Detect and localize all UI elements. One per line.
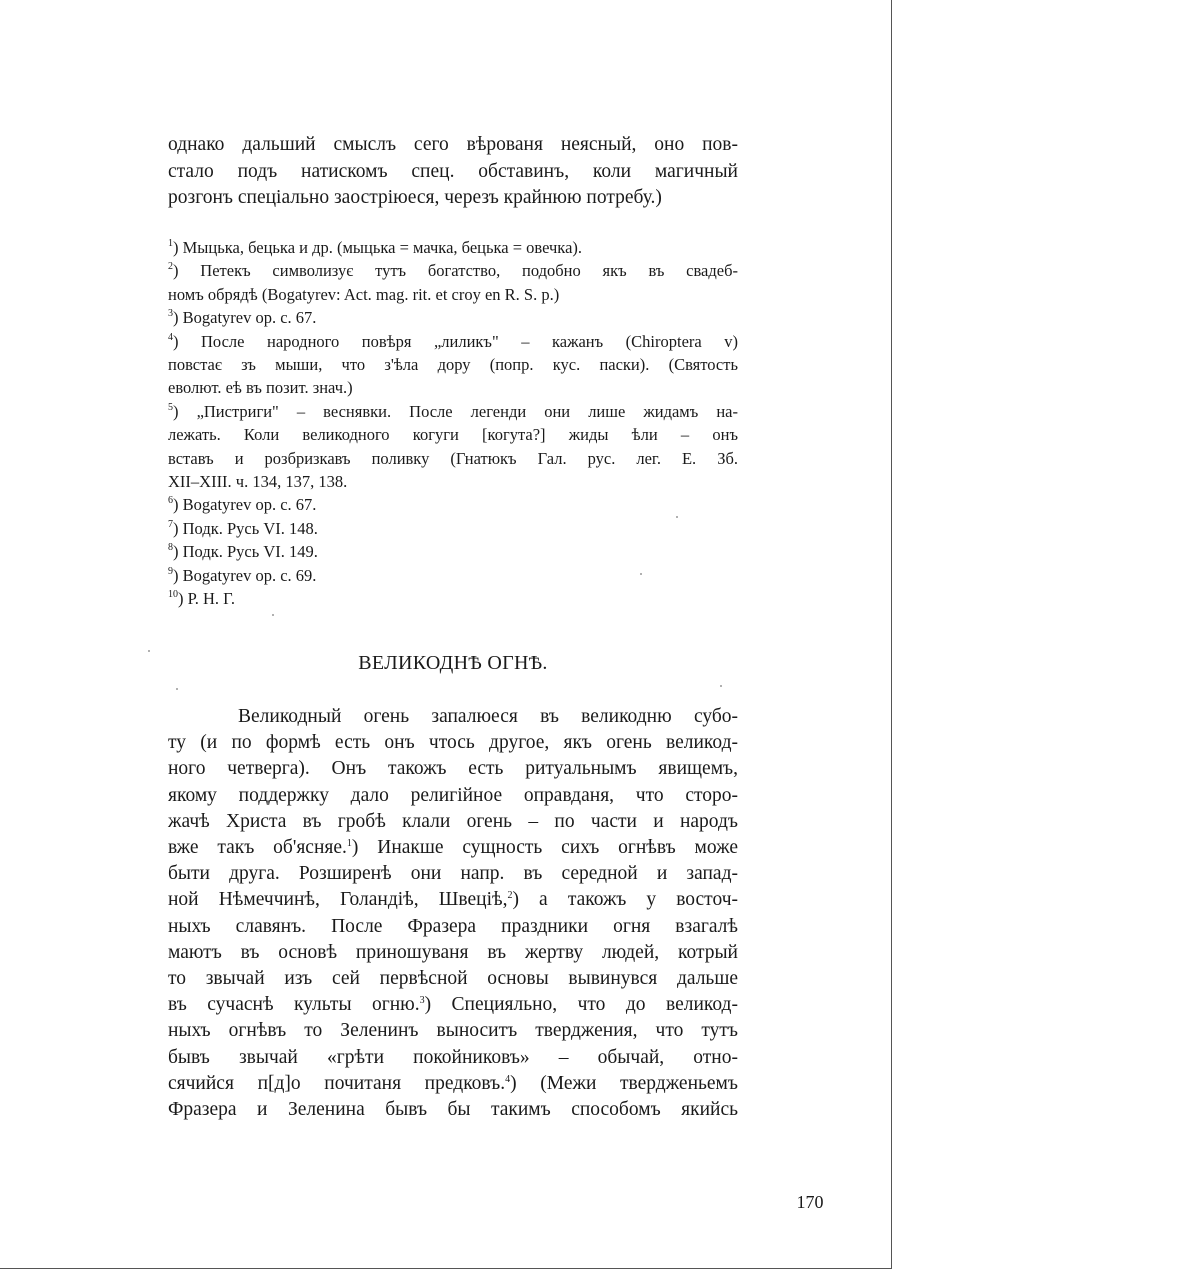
footnote-reference: 3 — [419, 995, 425, 1007]
body-text: ныхъ огнѣвъ то Зеленинъ выноситъ тверджения, что тутъ — [168, 1020, 738, 1042]
body-line — [168, 835, 738, 861]
footnote-marker: 1 — [168, 238, 173, 249]
body-text: сячийся п[д]о почитаня предковъ. — [168, 1072, 506, 1094]
footnote-line: $^5$) „Пистриги" – веснявки. После легенди они лише жидамъ на- — [168, 401, 738, 421]
body-line — [168, 861, 738, 887]
footnote-marker: 2 — [168, 261, 173, 273]
footnote-text: Петекъ символизує тутъ богатство, подобно якъ въ свадеб- — [200, 261, 738, 281]
footnote-3 — [168, 306, 738, 329]
footnote-line: $^7$) Подк. Русь VI. 148. — [168, 518, 318, 538]
footnote-6 — [168, 493, 738, 516]
footnote-line: $^4$) После народного повѣря „лиликъ" – кажанъ (Chiroptera v) — [168, 331, 738, 351]
footnote-text: еволют. еѣ въ позит. знач.) — [168, 378, 353, 398]
intro-line: розгонъ спеціально заостріюеся, черезъ крайнюю потребу.) — [168, 187, 662, 208]
body-text: то звычай изъ сей первѣсной основы вывинувся дальше — [168, 968, 738, 990]
footnote-text: После народного повѣря „лиликъ" – кажанъ (Chiroptera v) — [201, 331, 738, 351]
section-heading: ВЕЛИКОДНѢ ОГНѢ. — [358, 652, 548, 674]
body-line — [168, 809, 738, 835]
footnote-reference: 1 — [346, 838, 352, 850]
footnote-10 — [168, 587, 738, 610]
body-text: якому поддержку дало религійное оправданя, что сторо- — [168, 784, 738, 806]
footnote-marker: 6 — [168, 495, 173, 507]
scan-speck — [676, 516, 678, 518]
body-text: въ сучаснѣ культы огню. — [168, 994, 420, 1016]
footnote-marker: 10 — [168, 589, 178, 601]
body-text: Великодный огень запалюеся въ великодню субо- — [238, 706, 738, 727]
intro-line: стало подъ натискомъ спец. обставинъ, коли магичный — [168, 160, 738, 182]
footnote-line — [168, 283, 738, 306]
footnote-text: Р. Н. Г. — [187, 589, 235, 609]
footnote-text: Bogatyrev op. c. 69. — [182, 565, 317, 585]
footnote-7 — [168, 517, 738, 540]
intro-line: однако дальший смыслъ сего вѣрованя неясный, оно пов- — [168, 134, 738, 155]
intro-paragraph — [168, 132, 738, 212]
footnote-reference: 4 — [505, 1073, 511, 1085]
body-text: Фразера и Зеленина бывъ бы такимъ способомъ якийсь — [168, 1099, 738, 1121]
body-text: ного четверга). Онъ такожъ есть ритуальнымъ явищемъ, — [168, 758, 738, 780]
footnote-1 — [168, 236, 738, 259]
body-line — [168, 966, 738, 992]
body-text: ныхъ славянъ. После Фразера праздники огня взагалѣ — [168, 915, 738, 937]
body-line — [168, 783, 738, 809]
footnote-text: „Пистриги" – веснявки. После легенди они лише жидамъ на- — [196, 401, 738, 421]
body-text: бывъ звычай «грѣти покойниковъ» – обычай, отно- — [168, 1046, 738, 1068]
footnote-8 — [168, 540, 738, 563]
footnote-marker: 7 — [168, 518, 173, 530]
footnote-marker: 4 — [168, 331, 173, 343]
body-text: жачѣ Христа въ гробѣ клали огень – по части и народъ — [168, 810, 738, 832]
scan-speck — [272, 614, 274, 616]
scan-speck — [176, 688, 178, 690]
footnote-line: $^{10}$) Р. Н. Г. — [168, 589, 235, 609]
footnote-line — [168, 376, 738, 399]
body-line — [168, 940, 738, 966]
footnote-line: $^9$) Bogatyrev op. c. 69. — [168, 565, 317, 585]
footnote-marker: 8 — [168, 542, 173, 554]
footnotes-list — [168, 236, 738, 611]
page-number: 170 — [796, 1192, 824, 1212]
footnote-text: Bogatyrev op. c. 67. — [182, 495, 317, 515]
footnote-marker: 9 — [168, 565, 173, 577]
body-line — [168, 992, 738, 1018]
body-text: ту (и по формѣ есть онъ чтось другое, якъ огень великод- — [168, 732, 738, 754]
footnote-text: лежать. Коли великодного когуги [когута?] жиды ѣли – онъ — [168, 425, 738, 445]
footnote-line: $^2$) Петекъ символизує тутъ богатство, подобно якъ въ свадеб- — [168, 261, 738, 281]
footnote-text: Подк. Русь VI. 148. — [182, 518, 318, 538]
body-text: ) (Межи твердженьемъ — [510, 1072, 738, 1094]
body-line — [168, 914, 738, 940]
footnote-line: $^8$) Подк. Русь VI. 149. — [168, 542, 318, 562]
footnote-line: $^1$) Мыцька, бецька и др. (мыцька = мачка, бецька = овечка). — [168, 238, 583, 257]
footnote-text: Подк. Русь VI. 149. — [182, 542, 318, 562]
scan-speck — [720, 685, 722, 687]
footnote-text: Bogatyrev op. c. 67. — [182, 308, 317, 328]
footnote-text: вставъ и розбризкавъ поливку (Гнатюкъ Гал. рус. лег. Е. Зб. — [168, 448, 738, 468]
footnote-line: $^3$) Bogatyrev op. c. 67. — [168, 308, 317, 328]
footnote-text: Мыцька, бецька и др. (мыцька = мачка, бецька = овечка). — [182, 238, 583, 257]
footnote-line — [168, 470, 738, 493]
body-line — [168, 1045, 738, 1071]
section-body — [168, 704, 738, 1123]
body-line — [168, 887, 738, 913]
footnote-line: $^6$) Bogatyrev op. c. 67. — [168, 495, 317, 515]
footnote-line — [168, 353, 738, 376]
footnote-reference: 2 — [507, 890, 513, 902]
footnote-line — [168, 423, 738, 446]
body-text: ) Инакше сущность сихъ огнѣвъ може — [351, 837, 739, 859]
footnote-marker: 3 — [168, 308, 173, 320]
body-line — [168, 1018, 738, 1044]
body-line — [168, 1071, 738, 1097]
footnote-marker: 5 — [168, 401, 173, 413]
footnote-5 — [168, 400, 738, 494]
footnote-text: номъ обрядѣ (Bogatyrev: Act. mag. rit. et croy en R. S. p.) — [168, 284, 560, 304]
body-text: ) а такожъ у восточ- — [512, 889, 738, 911]
footnote-4 — [168, 330, 738, 400]
body-text: ) Специяльно, что до великод- — [424, 994, 738, 1016]
body-text: маютъ въ основѣ приношуваня въ жертву людей, котрый — [168, 941, 738, 963]
body-line — [168, 756, 738, 782]
body-text: ной Нѣмеччинѣ, Голандіѣ, Швеціѣ, — [168, 889, 508, 911]
footnote-2 — [168, 259, 738, 306]
body-text: быти друга. Розширенѣ они напр. въ середной и запад- — [168, 863, 738, 885]
footnote-9 — [168, 564, 738, 587]
scan-speck — [640, 573, 642, 575]
footnote-text: XII–XIII. ч. 134, 137, 138. — [168, 472, 348, 492]
body-line — [168, 704, 738, 730]
body-line — [168, 1097, 738, 1123]
scan-speck — [148, 650, 150, 652]
body-line — [168, 730, 738, 756]
footnote-line — [168, 447, 738, 470]
body-text: вже такъ об'ясняе. — [168, 837, 347, 859]
footnote-text: повстає зъ мыши, что з'ѣла дору (попр. кус. паски). (Святость — [168, 355, 738, 375]
